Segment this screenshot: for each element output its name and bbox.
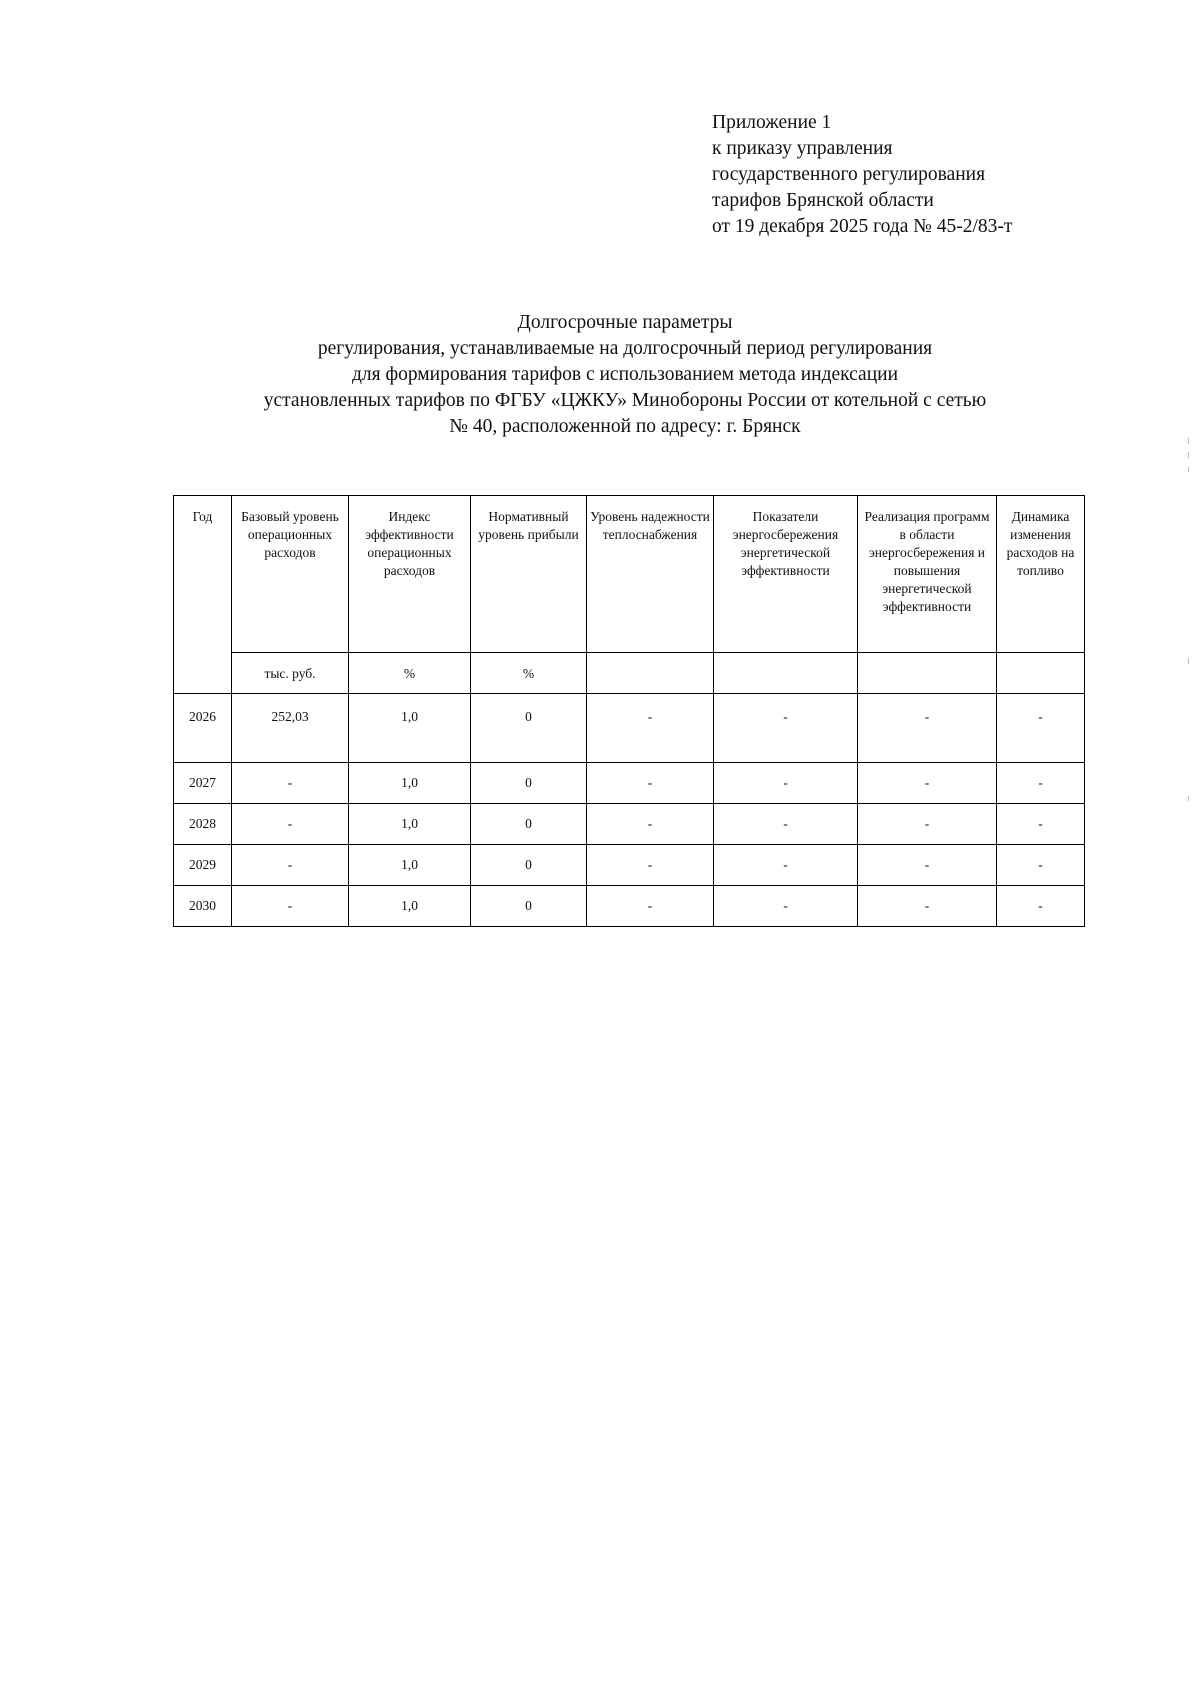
year-cell: 2030	[174, 886, 232, 927]
title-line: № 40, расположенной по адресу: г. Брянск	[449, 416, 801, 437]
table-cell: -	[714, 694, 858, 763]
unit-cell	[858, 653, 997, 694]
title-line: регулирования, устанавливаемые на долгосрочный период регулирования	[317, 338, 933, 359]
table-cell: -	[997, 694, 1085, 763]
table-cell: -	[858, 804, 997, 845]
year-cell: 2026	[174, 694, 232, 763]
table-cell: -	[714, 804, 858, 845]
appendix-line: тарифов Брянской области	[712, 190, 934, 211]
table-cell: -	[997, 845, 1085, 886]
appendix-line: Приложение 1	[712, 112, 832, 133]
scan-artifact-mark	[1188, 438, 1189, 444]
unit-cell: тыс. руб.	[232, 653, 349, 694]
scan-artifact-mark	[1188, 467, 1189, 472]
table-cell: -	[858, 886, 997, 927]
appendix-line: к приказу управления	[712, 138, 893, 159]
table-row	[174, 694, 1085, 763]
scan-artifact-mark	[1188, 658, 1189, 664]
table-cell: -	[232, 763, 349, 804]
year-cell: 2027	[174, 763, 232, 804]
table-cell: 1,0	[349, 845, 471, 886]
table-cell: 0	[471, 763, 587, 804]
header-cell-energy-indicators: Показатели энергосбережения энергетической эффективности	[714, 496, 858, 653]
scan-artifact-mark	[1188, 796, 1189, 801]
appendix-block	[712, 110, 1012, 240]
table-cell: -	[587, 763, 714, 804]
table-cell: 0	[471, 845, 587, 886]
header-cell-fuel-dynamics: Динамика изменения расходов на топливо	[997, 496, 1085, 653]
unit-cell: %	[349, 653, 471, 694]
table-cell: -	[714, 845, 858, 886]
parameters-table	[173, 495, 1085, 927]
header-cell-profit-level: Нормативный уровень прибыли	[471, 496, 587, 653]
header-cell-base-opex: Базовый уровень операционных расходов	[232, 496, 349, 653]
table-row	[174, 886, 1085, 927]
table-row	[174, 804, 1085, 845]
unit-cell: %	[471, 653, 587, 694]
title-line: установленных тарифов по ФГБУ «ЦЖКУ» Минобороны России от котельной с сетью	[263, 390, 987, 411]
year-cell: 2029	[174, 845, 232, 886]
table-cell: 0	[471, 694, 587, 763]
header-cell-reliability: Уровень надежности теплоснабжения	[587, 496, 714, 653]
year-cell: 2028	[174, 804, 232, 845]
unit-cell	[997, 653, 1085, 694]
table-row	[174, 845, 1085, 886]
table-cell: -	[587, 845, 714, 886]
header-cell-energy-programs: Реализация программ в области энергосбережения и повышения энергетической эффективности	[858, 496, 997, 653]
header-cell-year: Год	[174, 496, 232, 694]
header-cell-efficiency-index: Индекс эффективности операционных расходов	[349, 496, 471, 653]
title-line: Долгосрочные параметры	[517, 312, 733, 333]
table-cell: 1,0	[349, 886, 471, 927]
table-cell: -	[587, 804, 714, 845]
table-row	[174, 763, 1085, 804]
units-row	[174, 653, 1085, 694]
table-cell: 1,0	[349, 763, 471, 804]
table-cell: -	[232, 845, 349, 886]
appendix-line: государственного регулирования	[712, 164, 986, 185]
table-cell: -	[997, 763, 1085, 804]
table-cell: -	[232, 886, 349, 927]
scan-artifact-mark	[1188, 452, 1189, 458]
appendix-line: от 19 декабря 2025 года № 45-2/83-т	[712, 216, 1013, 237]
table-cell: -	[232, 804, 349, 845]
unit-cell	[587, 653, 714, 694]
table-cell: 0	[471, 804, 587, 845]
table-cell: -	[997, 886, 1085, 927]
table-cell: -	[587, 886, 714, 927]
table-cell: 1,0	[349, 804, 471, 845]
table-cell: -	[858, 694, 997, 763]
table-cell: -	[997, 804, 1085, 845]
document-title	[175, 310, 1075, 440]
unit-cell	[714, 653, 858, 694]
table-cell: 0	[471, 886, 587, 927]
table-cell: 252,03	[232, 694, 349, 763]
table-cell: 1,0	[349, 694, 471, 763]
table-cell: -	[858, 845, 997, 886]
table-cell: -	[714, 886, 858, 927]
table-cell: -	[858, 763, 997, 804]
header-row	[174, 496, 1085, 653]
table-cell: -	[714, 763, 858, 804]
title-line: для формирования тарифов с использованием метода индексации	[351, 364, 899, 385]
table-cell: -	[587, 694, 714, 763]
